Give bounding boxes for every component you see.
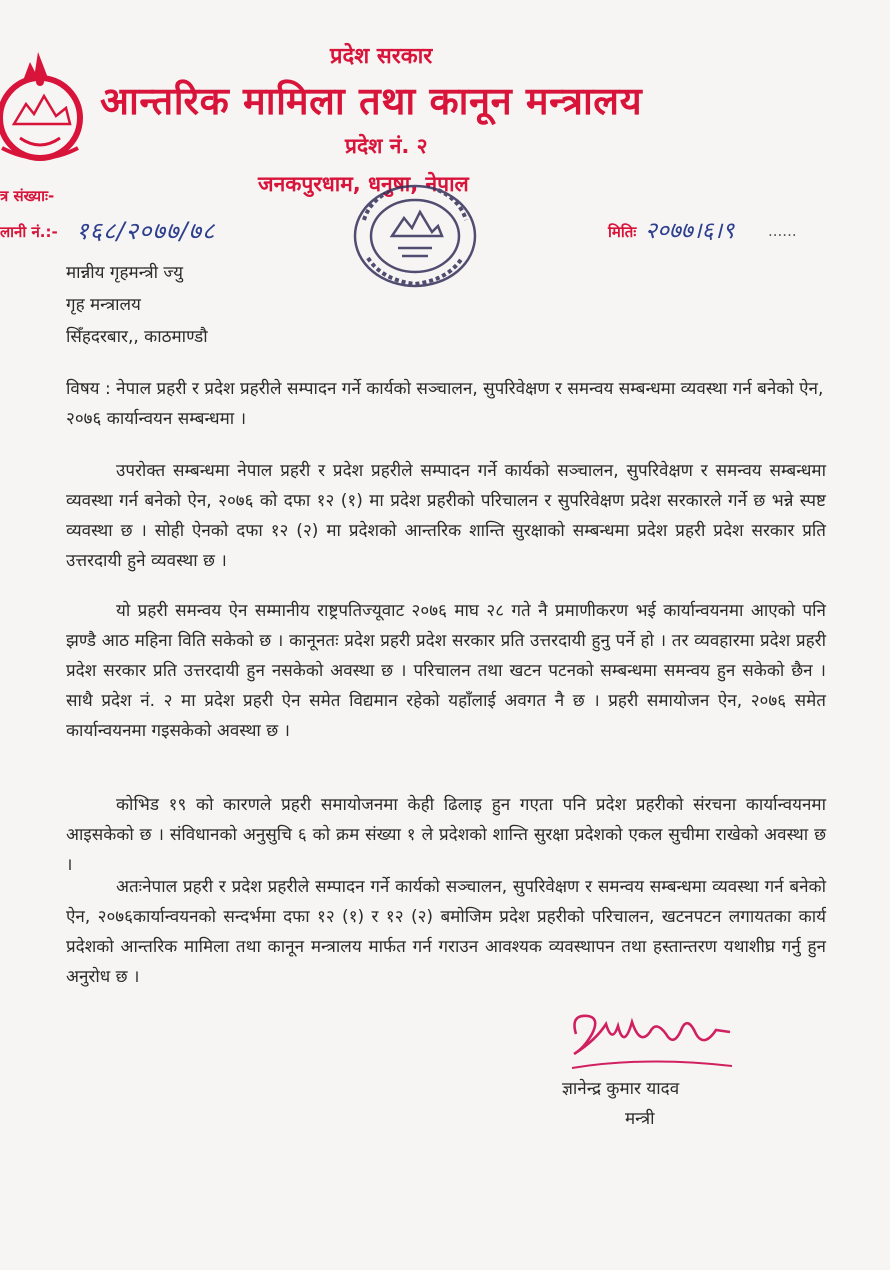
signatory-title: मन्त्री: [625, 1109, 655, 1129]
body-paragraph-3: कोभिड १९ को कारणले प्रहरी समायोजनमा केही ढिलाइ हुन गएता पनि प्रदेश प्रहरीको संरचना कार्यान्वयनमा आइसकेको छ । संविधानको अनुसुचि ६ को क्रम संख्या १ ले प्रदेशको शान्ति सुरक्षा प्रदेशको एकल सुचीमा राखेको अवस्था छ ।: [66, 795, 826, 875]
body-paragraph-4: अतःनेपाल प्रहरी र प्रदेश प्रहरीले सम्पादन गर्ने कार्यको सञ्चालन, सुपरिवेक्षण र समन्वय सम्बन्धमा व्यवस्था गर्न बनेको ऐन, २०७६कार्यान्वयनको सन्दर्भमा दफा १२ (१) र १२ (२) बमोजिम प्रदेश प्रहरीको परिचालन, खटनपटन लगायतका कार्य प्रदेशको आन्तरिक मामिला तथा कानून मन्त्रालय मार्फत गर्न गराउन आवश्यक व्यवस्थापन तथा हस्तान्तरण यथाशीघ्र गर्नु हुन अनुरोध छ ।: [66, 877, 826, 987]
recipient-line-2: गृह मन्त्रालय: [66, 295, 141, 315]
ministry-stamp-icon: [348, 180, 482, 292]
date-value: २०७७।६।९: [645, 218, 735, 244]
letterhead-address: जनकपुरधाम, धनुषा, नेपाल: [258, 172, 469, 196]
letter-page: प्रदेश सरकार आन्तरिक मामिला तथा कानून मन्त्रालय प्रदेश नं. २ जनकपुरधाम, धनुषा, नेपाल त्र संख्याः- लानी नं.:- १६८/२०७७/७८ मितिः २०७७।६।९ ...... मान्नीय गृहमन्त्री ज्यु गृह मन्त्रालय सिँहदरबार,, काठमाण्डौ विषय : नेपाल प्रहरी र प्रदेश प्रहरीले सम्पादन गर्ने कार्यको सञ्चालन, सुपरिवेक्षण र समन्वय सम्बन्धमा व्यवस्था गर्न बनेको ऐन, २०७६ कार्यान्वयन सम्बन्धमा । उपरोक्त सम्बन्धमा नेपाल प्रहरी र प्रदेश प्रहरीले सम्पादन गर्ने कार्यको सञ्चालन, सुपरिवेक्षण र समन्वय सम्बन्धमा व्यवस्था गर्न बनेको ऐन, २०७६ को दफा १२ (१) मा प्रदेश प्रहरीको परिचालन र सुपरिवेक्षण प्रदेश सरकारले गर्ने छ भन्ने स्पष्ट व्यवस्था छ । सोही ऐनको दफा १२ (२) मा प्रदेशको आन्तरिक शान्ति सुरक्षाको सम्बन्धमा प्रदेश प्रहरी प्रदेश सरकार प्रति उत्तरदायी हुने व्यवस्था छ । यो प्रहरी समन्वय ऐन सम्मानीय राष्ट्रपतिज्यूवाट २०७६ माघ २८ गते नै प्रमाणीकरण भई कार्यान्वयनमा आएको पनि झण्डै आठ महिना विति सकेको छ । कानूनतः प्रदेश प्रहरी प्रदेश सरकार प्रति उत्तरदायी हुनु पर्ने हो । तर व्यवहारमा प्रदेश प्रहरी प्रदेश सरकार प्रति उत्तरदायी हुन नसकेको अवस्था छ । परिचालन तथा खटन पटनको सम्बन्धमा समन्वय हुन सकेको छैन । साथै प्रदेश नं. २ मा प्रदेश प्रहरी ऐन समेत विद्यमान रहेको यहाँलाई अवगत नै छ । प्रहरी समायोजन ऐन, २०७६ समेत कार्यान्वयनमा गइसकेको अवस्था छ । कोभिड १९ को कारणले प्रहरी समायोजनमा केही ढिलाइ हुन गएता पनि प्रदेश प्रहरीको संरचना कार्यान्वयनमा आइसकेको छ । संविधानको अनुसुचि ६ को क्रम संख्या १ ले प्रदेशको शान्ति सुरक्षा प्रदेशको एकल सुचीमा राखेको अवस्था छ । अतःनेपाल प्रहरी र प्रदेश प्रहरीले सम्पादन गर्ने कार्यको सञ्चालन, सुपरिवेक्षण र समन्वय सम्बन्धमा व्यवस्था गर्न बनेको ऐन, २०७६कार्यान्वयनको सन्दर्भमा दफा १२ (१) र १२ (२) बमोजिम प्रदेश प्रहरीको परिचालन, खटनपटन लगायतका कार्य प्रदेशको आन्तरिक मामिला तथा कानून मन्त्रालय मार्फत गर्न गराउन आवश्यक व्यवस्थापन तथा हस्तान्तरण यथाशीघ्र गर्नु हुन अनुरोध छ । ज्ञानेन्द्र कुमार यादव मन्त्री: [0, 0, 890, 1270]
body-paragraph-1: उपरोक्त सम्बन्धमा नेपाल प्रहरी र प्रदेश प्रहरीले सम्पादन गर्ने कार्यको सञ्चालन, सुपरिवेक्षण र समन्वय सम्बन्धमा व्यवस्था गर्न बनेको ऐन, २०७६ को दफा १२ (१) मा प्रदेश प्रहरीको परिचालन र सुपरिवेक्षण प्रदेश सरकारले गर्ने छ भन्ने स्पष्ट व्यवस्था छ । सोही ऐनको दफा १२ (२) मा प्रदेशको आन्तरिक शान्ति सुरक्षाको सम्बन्धमा प्रदेश प्रहरी प्रदेश सरकार प्रति उत्तरदायी हुने व्यवस्था छ ।: [66, 461, 826, 571]
date-dots: ......: [768, 222, 797, 240]
letterhead-province: प्रदेश नं. २: [345, 134, 428, 158]
body-paragraph-2: यो प्रहरी समन्वय ऐन सम्मानीय राष्ट्रपतिज्यूवाट २०७६ माघ २८ गते नै प्रमाणीकरण भई कार्यान्वयनमा आएको पनि झण्डै आठ महिना विति सकेको छ । कानूनतः प्रदेश प्रहरी प्रदेश सरकार प्रति उत्तरदायी हुनु पर्ने हो । तर व्यवहारमा प्रदेश प्रहरी प्रदेश सरकार प्रति उत्तरदायी हुन नसकेको अवस्था छ । परिचालन तथा खटन पटनको सम्बन्धमा समन्वय हुन सकेको छैन । साथै प्रदेश नं. २ मा प्रदेश प्रहरी ऐन समेत विद्यमान रहेको यहाँलाई अवगत नै छ । प्रहरी समायोजन ऐन, २०७६ समेत कार्यान्वयनमा गइसकेको अवस्था छ ।: [66, 601, 826, 741]
handwritten-signature: [566, 1004, 736, 1084]
chalani-number-label: लानी नं.:-: [0, 223, 58, 241]
recipient-line-1: मान्नीय गृहमन्त्री ज्यु: [66, 263, 183, 283]
nepal-emblem-icon: [0, 48, 86, 166]
letterhead-ministry-title: आन्तरिक मामिला तथा कानून मन्त्रालय: [100, 79, 643, 123]
subject-line: विषय : नेपाल प्रहरी र प्रदेश प्रहरीले सम्पादन गर्ने कार्यको सञ्चालन, सुपरिवेक्षण र समन्वय सम्बन्धमा व्यवस्था गर्न बनेको ऐन, २०७६ कार्यान्वयन सम्बन्धमा ।: [66, 379, 824, 429]
recipient-line-3: सिँहदरबार,, काठमाण्डौ: [66, 327, 208, 347]
patra-sankhya-label: त्र संख्याः-: [0, 187, 55, 205]
signatory-name: ज्ञानेन्द्र कुमार यादव: [562, 1079, 680, 1099]
date-label: मितिः: [608, 223, 637, 241]
chalani-number-value: १६८/२०७७/७८: [76, 217, 216, 245]
